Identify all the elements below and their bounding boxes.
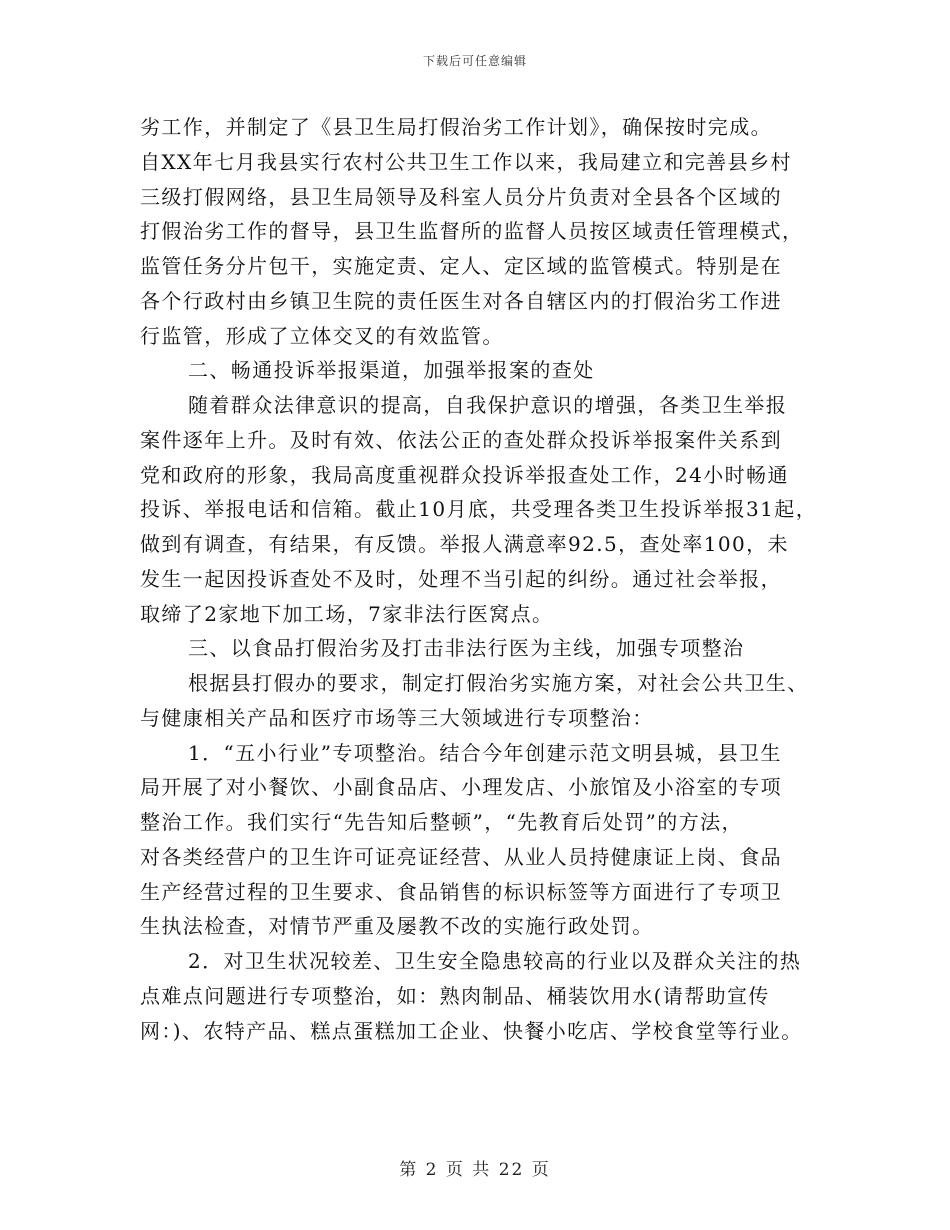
text-line: 生产经营过程的卫生要求、食品销售的标识标签等方面进行了专项卫 <box>140 879 782 904</box>
text-line: 对各类经营户的卫生许可证亮证经营、从业人员持健康证上岗、食品 <box>140 844 782 869</box>
text-line: 取缔了2家地下加工场，7家非法行医窝点。 <box>140 601 554 626</box>
text-line: 与健康相关产品和医疗市场等三大领域进行专项整治： <box>140 705 654 730</box>
text-line: 点难点问题进行专项整治，如：熟肉制品、桶装饮用水(请帮助宣传 <box>140 983 770 1008</box>
section-heading: 三、以食品打假治劣及打击非法行医为主线，加强专项整治 <box>188 636 745 661</box>
text-line: 生执法检查，对情节严重及屡教不改的实施行政处罚。 <box>140 914 654 939</box>
text-line: 自XX年七月我县实行农村公共卫生工作以来，我局建立和完善县乡村 <box>140 149 792 174</box>
section-heading: 二、畅通投诉举报渠道，加强举报案的查处 <box>188 358 595 383</box>
list-item: 1．“五小行业”专项整治。结合今年创建示范文明县城，县卫生 <box>188 740 782 765</box>
text-line: 整治工作。我们实行“先告知后整顿”，“先教育后处罚”的方法， <box>140 810 743 834</box>
text-line: 党和政府的形象，我局高度重视群众投诉举报查处工作，24小时畅通 <box>140 462 789 487</box>
text-line: 监管任务分片包干，实施定责、定人、定区域的监管模式。特别是在 <box>140 254 782 278</box>
text-line: 各个行政村由乡镇卫生院的责任医生对各自辖区内的打假治劣工作进 <box>140 288 782 313</box>
page-header: 下载后可任意编辑 <box>422 54 527 68</box>
text-line: 随着群众法律意识的提高，自我保护意识的增强，各类卫生举报 <box>188 393 788 417</box>
text-line: 做到有调查，有结果，有反馈。举报人满意率92.5，查处率100，未 <box>140 532 789 556</box>
text-line: 劣工作，并制定了《县卫生局打假治劣工作计划》，确保按时完成。 <box>140 115 772 139</box>
document-body <box>140 110 830 1048</box>
text-line: 根据县打假办的要求，制定打假治劣实施方案，对社会公共卫生、 <box>188 671 809 695</box>
text-line: 三级打假网络，县卫生局领导及科室人员分片负责对全县各个区域的 <box>140 184 782 209</box>
text-line: 网：)、农特产品、糕点蛋糕加工企业、快餐小吃店、学校食堂等行业。 <box>140 1018 803 1043</box>
text-line: 局开展了对小餐饮、小副食品店、小理发店、小旅馆及小浴室的专项 <box>140 775 782 800</box>
text-line: 案件逐年上升。及时有效、依法公正的查处群众投诉举报案件关系到 <box>140 427 782 452</box>
text-line: 打假治劣工作的督导，县卫生监督所的监督人员按区域责任管理模式， <box>140 219 804 244</box>
text-line: 发生一起因投诉查处不及时，处理不当引起的纠纷。通过社会举报， <box>140 566 782 591</box>
page-footer: 第 2 页 共 22 页 <box>399 1160 551 1180</box>
text-line: 行监管，形成了立体交叉的有效监管。 <box>140 323 504 348</box>
list-item: 2．对卫生状况较差、卫生安全隐患较高的行业以及群众关注的热 <box>188 949 802 973</box>
text-line: 投诉、举报电话和信箱。截止10月底，共受理各类卫生投诉举报31起， <box>140 497 818 522</box>
